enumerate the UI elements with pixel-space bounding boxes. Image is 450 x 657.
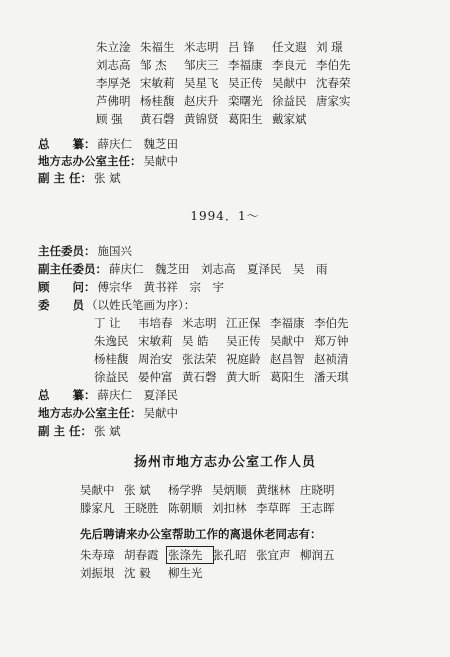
retired-row-0	[80, 548, 344, 562]
s1-name-row-3	[96, 94, 360, 108]
label: 地方志办公室主任：	[38, 154, 142, 168]
period-heading: 1994．1～	[190, 209, 260, 223]
name: 任文遐	[272, 40, 307, 54]
s2-zongzuan	[38, 388, 178, 402]
name: 吴献中	[270, 334, 305, 348]
name: 黄石磬	[140, 112, 175, 126]
name: 芦佛明	[96, 94, 131, 108]
name: 张孔昭	[212, 548, 247, 562]
s1-name-row-1	[96, 58, 360, 72]
name: 吴献中	[80, 483, 115, 497]
name: 祝庭龄	[226, 352, 261, 366]
s1-office-director	[38, 154, 178, 168]
s2-name-row-3	[94, 370, 358, 384]
name: 杨桂馥	[94, 352, 129, 366]
name: 张法荣	[182, 352, 217, 366]
staff-row-1	[80, 501, 344, 515]
name: 宋敏莉	[140, 76, 175, 90]
name: 吴炳顺	[212, 483, 247, 497]
name: 吴献中	[272, 76, 307, 90]
name: 吴 皓	[182, 334, 209, 348]
name: 潘天琪	[314, 370, 349, 384]
name: 赵昌智	[270, 352, 305, 366]
name: 黄大昕	[226, 370, 261, 384]
name: 邹 杰	[140, 58, 167, 72]
name: 李福康	[270, 316, 305, 330]
value: 张 斌	[94, 171, 121, 185]
name: 晏仲富	[138, 370, 173, 384]
s2-vice-director	[38, 262, 328, 276]
s2-name-row-2	[94, 352, 358, 366]
note: （以姓氏笔画为序）：	[86, 298, 196, 312]
s1-deputy-director	[38, 171, 121, 185]
name: 吴正传	[226, 334, 261, 348]
name: 黄石磬	[182, 370, 217, 384]
name: 葛阳生	[270, 370, 305, 384]
name: 丁 让	[94, 316, 121, 330]
name: 李良元	[272, 58, 307, 72]
s2-advisor	[38, 280, 224, 294]
name: 李草晖	[256, 501, 291, 515]
name: 米志明	[184, 40, 219, 54]
label: 顾 问：	[38, 280, 96, 294]
retired-row-1	[80, 566, 212, 580]
name: 吴星飞	[184, 76, 219, 90]
label: 地方志办公室主任：	[38, 406, 142, 420]
name: 吕 锋	[228, 40, 255, 54]
name: 张 斌	[124, 483, 151, 497]
name: 赵庆升	[184, 94, 219, 108]
name: 黄继林	[256, 483, 291, 497]
value: 薛庆仁 魏芝田	[97, 137, 178, 151]
name: 王晓胜	[124, 501, 159, 515]
name: 庄晓明	[300, 483, 335, 497]
name: 沈 毅	[124, 566, 151, 580]
label: 委 员	[38, 298, 84, 312]
name: 郑万钟	[314, 334, 349, 348]
name: 柳润五	[300, 548, 335, 562]
name: 刘扣林	[212, 501, 247, 515]
s2-deputy-director	[38, 424, 121, 438]
s1-name-row-0	[96, 40, 360, 54]
s1-name-row-2	[96, 76, 360, 90]
name: 邹庆三	[184, 58, 219, 72]
name: 吴正传	[228, 76, 263, 90]
s2-name-row-1	[94, 334, 358, 348]
name: 刘志高	[96, 58, 131, 72]
name: 徐益民	[94, 370, 129, 384]
name: 刘振垠	[80, 566, 115, 580]
name: 葛阳生	[228, 112, 263, 126]
name: 韦培春	[138, 316, 173, 330]
name: 李伯先	[316, 58, 351, 72]
name: 李福康	[228, 58, 263, 72]
value: 傅宗华 黄书祥 宗 宇	[97, 280, 224, 294]
name: 李厚尧	[96, 76, 131, 90]
label: 主任委员：	[38, 244, 96, 258]
staff-row-0	[80, 483, 344, 497]
label: 副 主 任：	[38, 424, 93, 438]
name: 朱立淦	[96, 40, 131, 54]
name: 沈春荣	[316, 76, 351, 90]
s2-name-row-0	[94, 316, 358, 330]
s1-name-row-4	[96, 112, 316, 126]
name: 柳生光	[168, 566, 203, 580]
name: 张宜声	[256, 548, 291, 562]
name: 刘 璟	[316, 40, 343, 54]
name: 唐家实	[316, 94, 351, 108]
s2-members	[38, 298, 195, 312]
name: 滕家凡	[80, 501, 115, 515]
value: 薛庆仁 魏芝田 刘志高 夏泽民 吴 雨	[109, 262, 328, 276]
name: 王志晖	[300, 501, 335, 515]
name: 栾曙光	[228, 94, 263, 108]
name: 赵祯清	[314, 352, 349, 366]
staff-title: 扬州市地方志办公室工作人员	[133, 455, 316, 470]
boxed-name: 张涤先	[168, 548, 212, 562]
value: 薛庆仁 夏泽民	[97, 388, 178, 402]
name: 朱寿璋	[80, 548, 115, 562]
value: 吴献中	[143, 154, 178, 168]
name: 徐益民	[272, 94, 307, 108]
name: 陈朝顺	[168, 501, 203, 515]
name: 周治安	[138, 352, 173, 366]
label: 总 纂：	[38, 137, 96, 151]
s2-director	[38, 244, 132, 258]
name: 杨桂馥	[140, 94, 175, 108]
name: 李伯先	[314, 316, 349, 330]
name: 江正保	[226, 316, 261, 330]
name: 朱福生	[140, 40, 175, 54]
label: 总 纂：	[38, 388, 96, 402]
label: 副 主 任：	[38, 171, 93, 185]
value: 吴献中	[143, 406, 178, 420]
value: 张 斌	[94, 424, 121, 438]
name: 杨学骅	[168, 483, 203, 497]
name: 戴家斌	[272, 112, 307, 126]
name: 黄锦贤	[184, 112, 219, 126]
retired-title: 先后聘请来办公室帮助工作的离退休老同志有：	[80, 527, 322, 541]
name: 顾 强	[96, 112, 123, 126]
value: 施国兴	[97, 244, 132, 258]
label: 副主任委员：	[38, 262, 107, 276]
name: 胡春霞	[124, 548, 159, 562]
s1-zongzuan	[38, 137, 178, 151]
name: 朱逸民	[94, 334, 129, 348]
s2-office-director	[38, 406, 178, 420]
name: 宋敏莉	[138, 334, 173, 348]
name: 米志明	[182, 316, 217, 330]
